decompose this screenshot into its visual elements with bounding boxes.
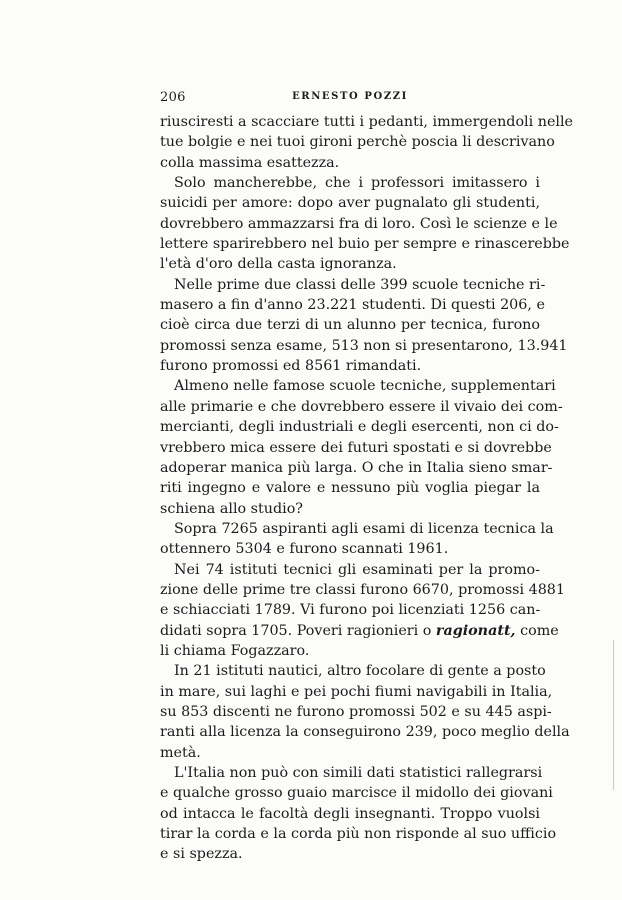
running-head xyxy=(160,90,540,108)
text-line: promossi senza esame, 513 non si presentarono, 13.941 xyxy=(160,337,568,354)
text-line: e qualche grosso guaio marcisce il midollo dei giovani xyxy=(160,785,553,802)
running-title: ERNESTO POZZI xyxy=(292,91,408,102)
text-line: tirar la corda e la corda più non risponde al suo ufficio xyxy=(160,826,557,843)
text-line: zione delle prime tre classi furono 6670, promossi 4881 xyxy=(160,581,565,598)
text-line: li chiama Fogazzaro. xyxy=(160,642,310,659)
text-line: furono promossi ed 8561 rimandati. xyxy=(160,358,422,375)
text-line: masero a fin d'anno 23.221 studenti. Di questi 206, e xyxy=(160,297,545,314)
line-text-part: didati sopra 1705. Poveri ragionieri o xyxy=(160,622,432,639)
paragraph-start-line: In 21 istituti nautici, altro focolare di gente a posto xyxy=(174,663,546,680)
paragraph-start-line: Solo mancherebbe, che i professori imitassero i xyxy=(174,175,540,192)
text-line: lettere sparirebbero nel buio per sempre e rinascerebbe xyxy=(160,236,570,253)
paragraph-start-line: L'Italia non può con simili dati statistici rallegrarsi xyxy=(174,765,543,781)
text-line: mercianti, degli industriali e degli esercenti, non ci do- xyxy=(160,419,559,436)
text-line: su 853 discenti ne furono promossi 502 e su 445 aspi- xyxy=(160,703,552,720)
text-line: schiena allo studio? xyxy=(160,500,303,517)
text-line: tue bolgie e nei tuoi gironi perchè poscia li descrivano xyxy=(160,134,555,151)
text-line: riusciresti a scacciare tutti i pedanti, immergendoli nelle xyxy=(160,114,574,130)
page-edge-shadow xyxy=(613,640,614,790)
text-line: in mare, sui laghi e pei pochi fiumi navigabili in Italia, xyxy=(160,683,553,700)
text-line: vrebbero mica essere dei futuri spostati e si dovrebbe xyxy=(160,439,552,456)
text-line: e schiacciati 1789. Vi furono poi licenziati 1256 can- xyxy=(160,602,541,619)
text-line: alle primarie e che dovrebbero essere il vivaio dei com- xyxy=(160,398,563,415)
text-line: riti ingegno e valore e nessuno più voglia piegar la xyxy=(160,480,540,497)
body-text xyxy=(160,112,574,865)
text-line: l'età d'oro della casta ignoranza. xyxy=(160,256,397,273)
text-line: metà. xyxy=(160,744,201,761)
line-text-part: come xyxy=(520,622,559,639)
text-line: ottennero 5304 e furono scannati 1961. xyxy=(160,541,449,558)
text-line: colla massima esattezza. xyxy=(160,154,340,171)
page-number: 206 xyxy=(160,90,186,105)
text-line: dovrebbero ammazzarsi fra di loro. Così le scienze e le xyxy=(160,215,558,232)
text-line-with-italic xyxy=(160,621,559,641)
text-line: ranti alla licenza la conseguirono 239, poco meglio della xyxy=(160,724,570,741)
text-line: adoperar manica più larga. O che in Italia sieno smar- xyxy=(160,459,553,476)
text-line: od intacca le facoltà degli insegnanti. Troppo vuolsi xyxy=(160,805,540,822)
text-line: suicidi per amore: dopo aver pugnalato gli studenti, xyxy=(160,195,540,212)
paragraph-start-line: Almeno nelle famose scuole tecniche, supplementari xyxy=(174,378,556,395)
paragraph-start-line: Nelle prime due classi delle 399 scuole tecniche ri- xyxy=(174,276,546,293)
paragraph-start-line: Nei 74 istituti tecnici gli esaminati per la promo- xyxy=(174,561,540,578)
italic-word: ragionatt, xyxy=(435,622,516,639)
paragraph-start-line: Sopra 7265 aspiranti agli esami di licenza tecnica la xyxy=(174,520,554,537)
text-line: cioè circa due terzi di un alunno per tecnica, furono xyxy=(160,317,540,334)
text-line: e si spezza. xyxy=(160,846,243,863)
